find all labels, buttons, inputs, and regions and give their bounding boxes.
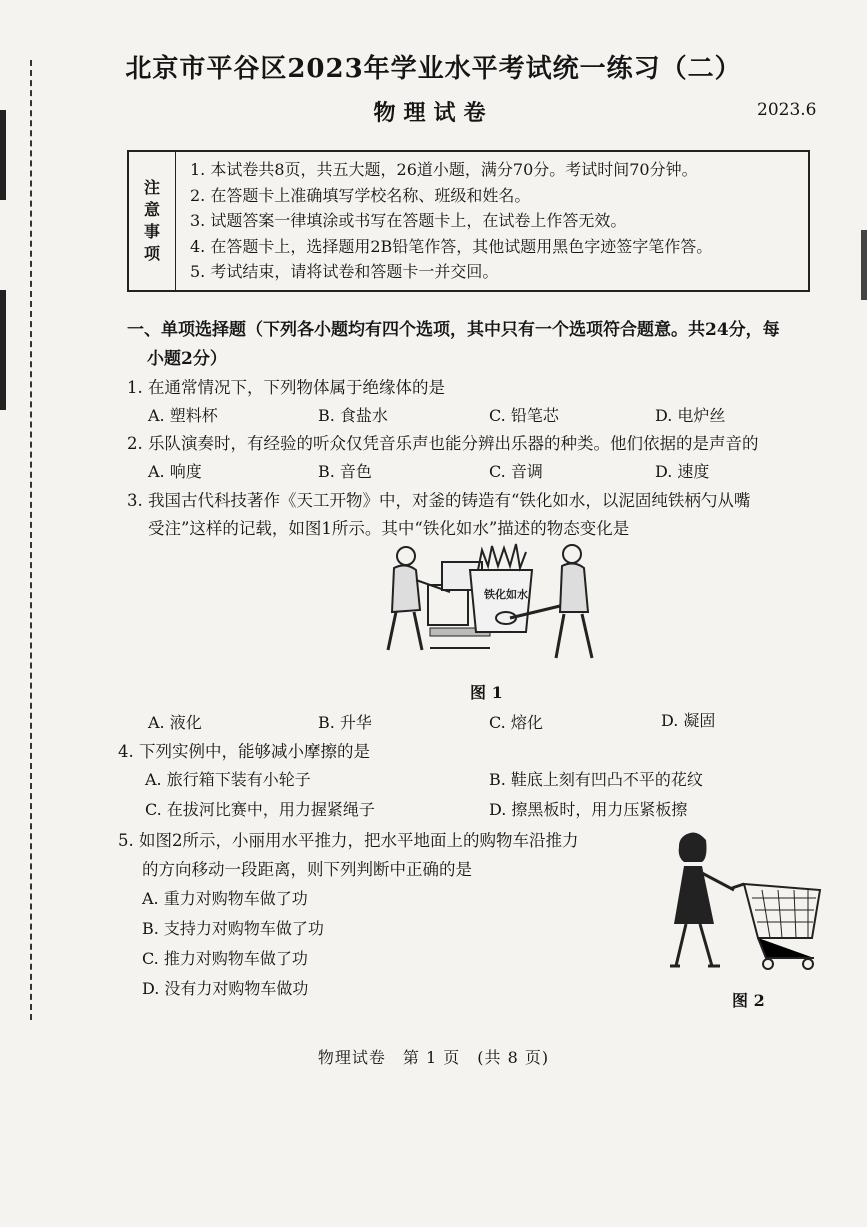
question-4-option-d[interactable]: D. 擦黑板时，用力压紧板擦 — [489, 800, 688, 819]
question-1-option-c[interactable]: C. 铅笔芯 — [489, 406, 559, 425]
notice-label-char: 事 — [143, 222, 160, 241]
question-1-stem: 1. 在通常情况下，下列物体属于绝缘体的是 — [127, 378, 445, 397]
question-3-stem: 受注”这样的记载，如图1所示。其中“铁化如水”描述的物态变化是 — [148, 519, 630, 538]
notice-item: 1. 本试卷共8页，共五大题，26道小题，满分70分。考试时间70分钟。 — [190, 160, 698, 179]
question-5-stem: 的方向移动一段距离，则下列判断中正确的是 — [142, 860, 472, 879]
notice-label — [129, 152, 176, 290]
question-3-stem: 3. 我国古代科技著作《天工开物》中，对釜的铸造有“铁化如水，以泥固纯铁柄勺从嘴 — [127, 491, 751, 510]
scan-edge-mark — [0, 290, 6, 410]
binding-dashed-line — [30, 60, 32, 1020]
question-5-option-b[interactable]: B. 支持力对购物车做了功 — [142, 919, 324, 938]
question-3-option-d[interactable]: D. 凝固 — [661, 711, 716, 730]
question-4-option-c[interactable]: C. 在拔河比赛中，用力握紧绳子 — [145, 800, 375, 819]
figure-1-inscription: 铁化如水 — [484, 588, 528, 601]
page-footer: 物理试卷 第 1 页 (共 8 页) — [317, 1048, 550, 1067]
section-heading — [127, 316, 827, 374]
question-3-option-c[interactable]: C. 熔化 — [489, 713, 543, 732]
question-2-option-d[interactable]: D. 速度 — [655, 462, 710, 481]
question-5-option-c[interactable]: C. 推力对购物车做了功 — [142, 949, 308, 968]
exam-subtitle: 物理试卷 — [373, 100, 494, 126]
notice-label-char: 意 — [143, 200, 160, 219]
notice-item: 4. 在答题卡上，选择题用2B铅笔作答，其他试题用黑色字迹签字笔作答。 — [190, 236, 713, 256]
question-5-option-a[interactable]: A. 重力对购物车做了功 — [142, 889, 308, 908]
exam-date: 2023.6 — [757, 100, 817, 120]
question-2-option-a[interactable]: A. 响度 — [148, 462, 202, 481]
notice-item: 5. 考试结束，请将试卷和答题卡一并交回。 — [190, 262, 499, 281]
figure-2-caption: 图 2 — [732, 991, 765, 1010]
exam-title: 北京市平谷区2023年学业水平考试统一练习（二） — [125, 54, 742, 84]
question-1-option-b[interactable]: B. 食盐水 — [318, 406, 388, 425]
section-heading-cont: 小题2分） — [147, 349, 227, 369]
notice-item: 2. 在答题卡上准确填写学校名称、班级和姓名。 — [190, 185, 531, 205]
question-3-option-b[interactable]: B. 升华 — [318, 713, 372, 732]
figure-1-illustration — [370, 540, 620, 670]
question-4-option-a[interactable]: A. 旅行箱下装有小轮子 — [145, 770, 311, 789]
notice-box — [127, 150, 810, 292]
scan-edge-mark — [861, 230, 867, 300]
notice-label-char: 注 — [143, 178, 160, 197]
question-1-option-d[interactable]: D. 电炉丝 — [655, 406, 726, 425]
question-3-option-a[interactable]: A. 液化 — [148, 713, 202, 732]
question-1-option-a[interactable]: A. 塑料杯 — [148, 406, 218, 425]
figure-1-caption: 图 1 — [470, 683, 503, 702]
notice-label-char: 项 — [143, 244, 160, 263]
question-2-option-c[interactable]: C. 音调 — [489, 462, 543, 481]
question-5-option-d[interactable]: D. 没有力对购物车做功 — [142, 979, 309, 998]
question-2-stem: 2. 乐队演奏时，有经验的听众仅凭音乐声也能分辨出乐器的种类。他们依据的是声音的 — [127, 434, 759, 453]
question-4-option-b[interactable]: B. 鞋底上刻有凹凸不平的花纹 — [489, 770, 703, 789]
notice-item: 3. 试题答案一律填涂或书写在答题卡上，在试卷上作答无效。 — [190, 211, 627, 230]
figure-2-illustration — [662, 828, 827, 978]
question-5-stem: 5. 如图2所示，小丽用水平推力，把水平地面上的购物车沿推力 — [118, 831, 579, 850]
question-4-stem: 4. 下列实例中，能够减小摩擦的是 — [118, 742, 370, 761]
notice-list — [176, 152, 808, 290]
question-2-option-b[interactable]: B. 音色 — [318, 462, 372, 481]
section-heading-text: 一、单项选择题（下列各小题均有四个选项，其中只有一个选项符合题意。共24分，每 — [127, 320, 780, 340]
